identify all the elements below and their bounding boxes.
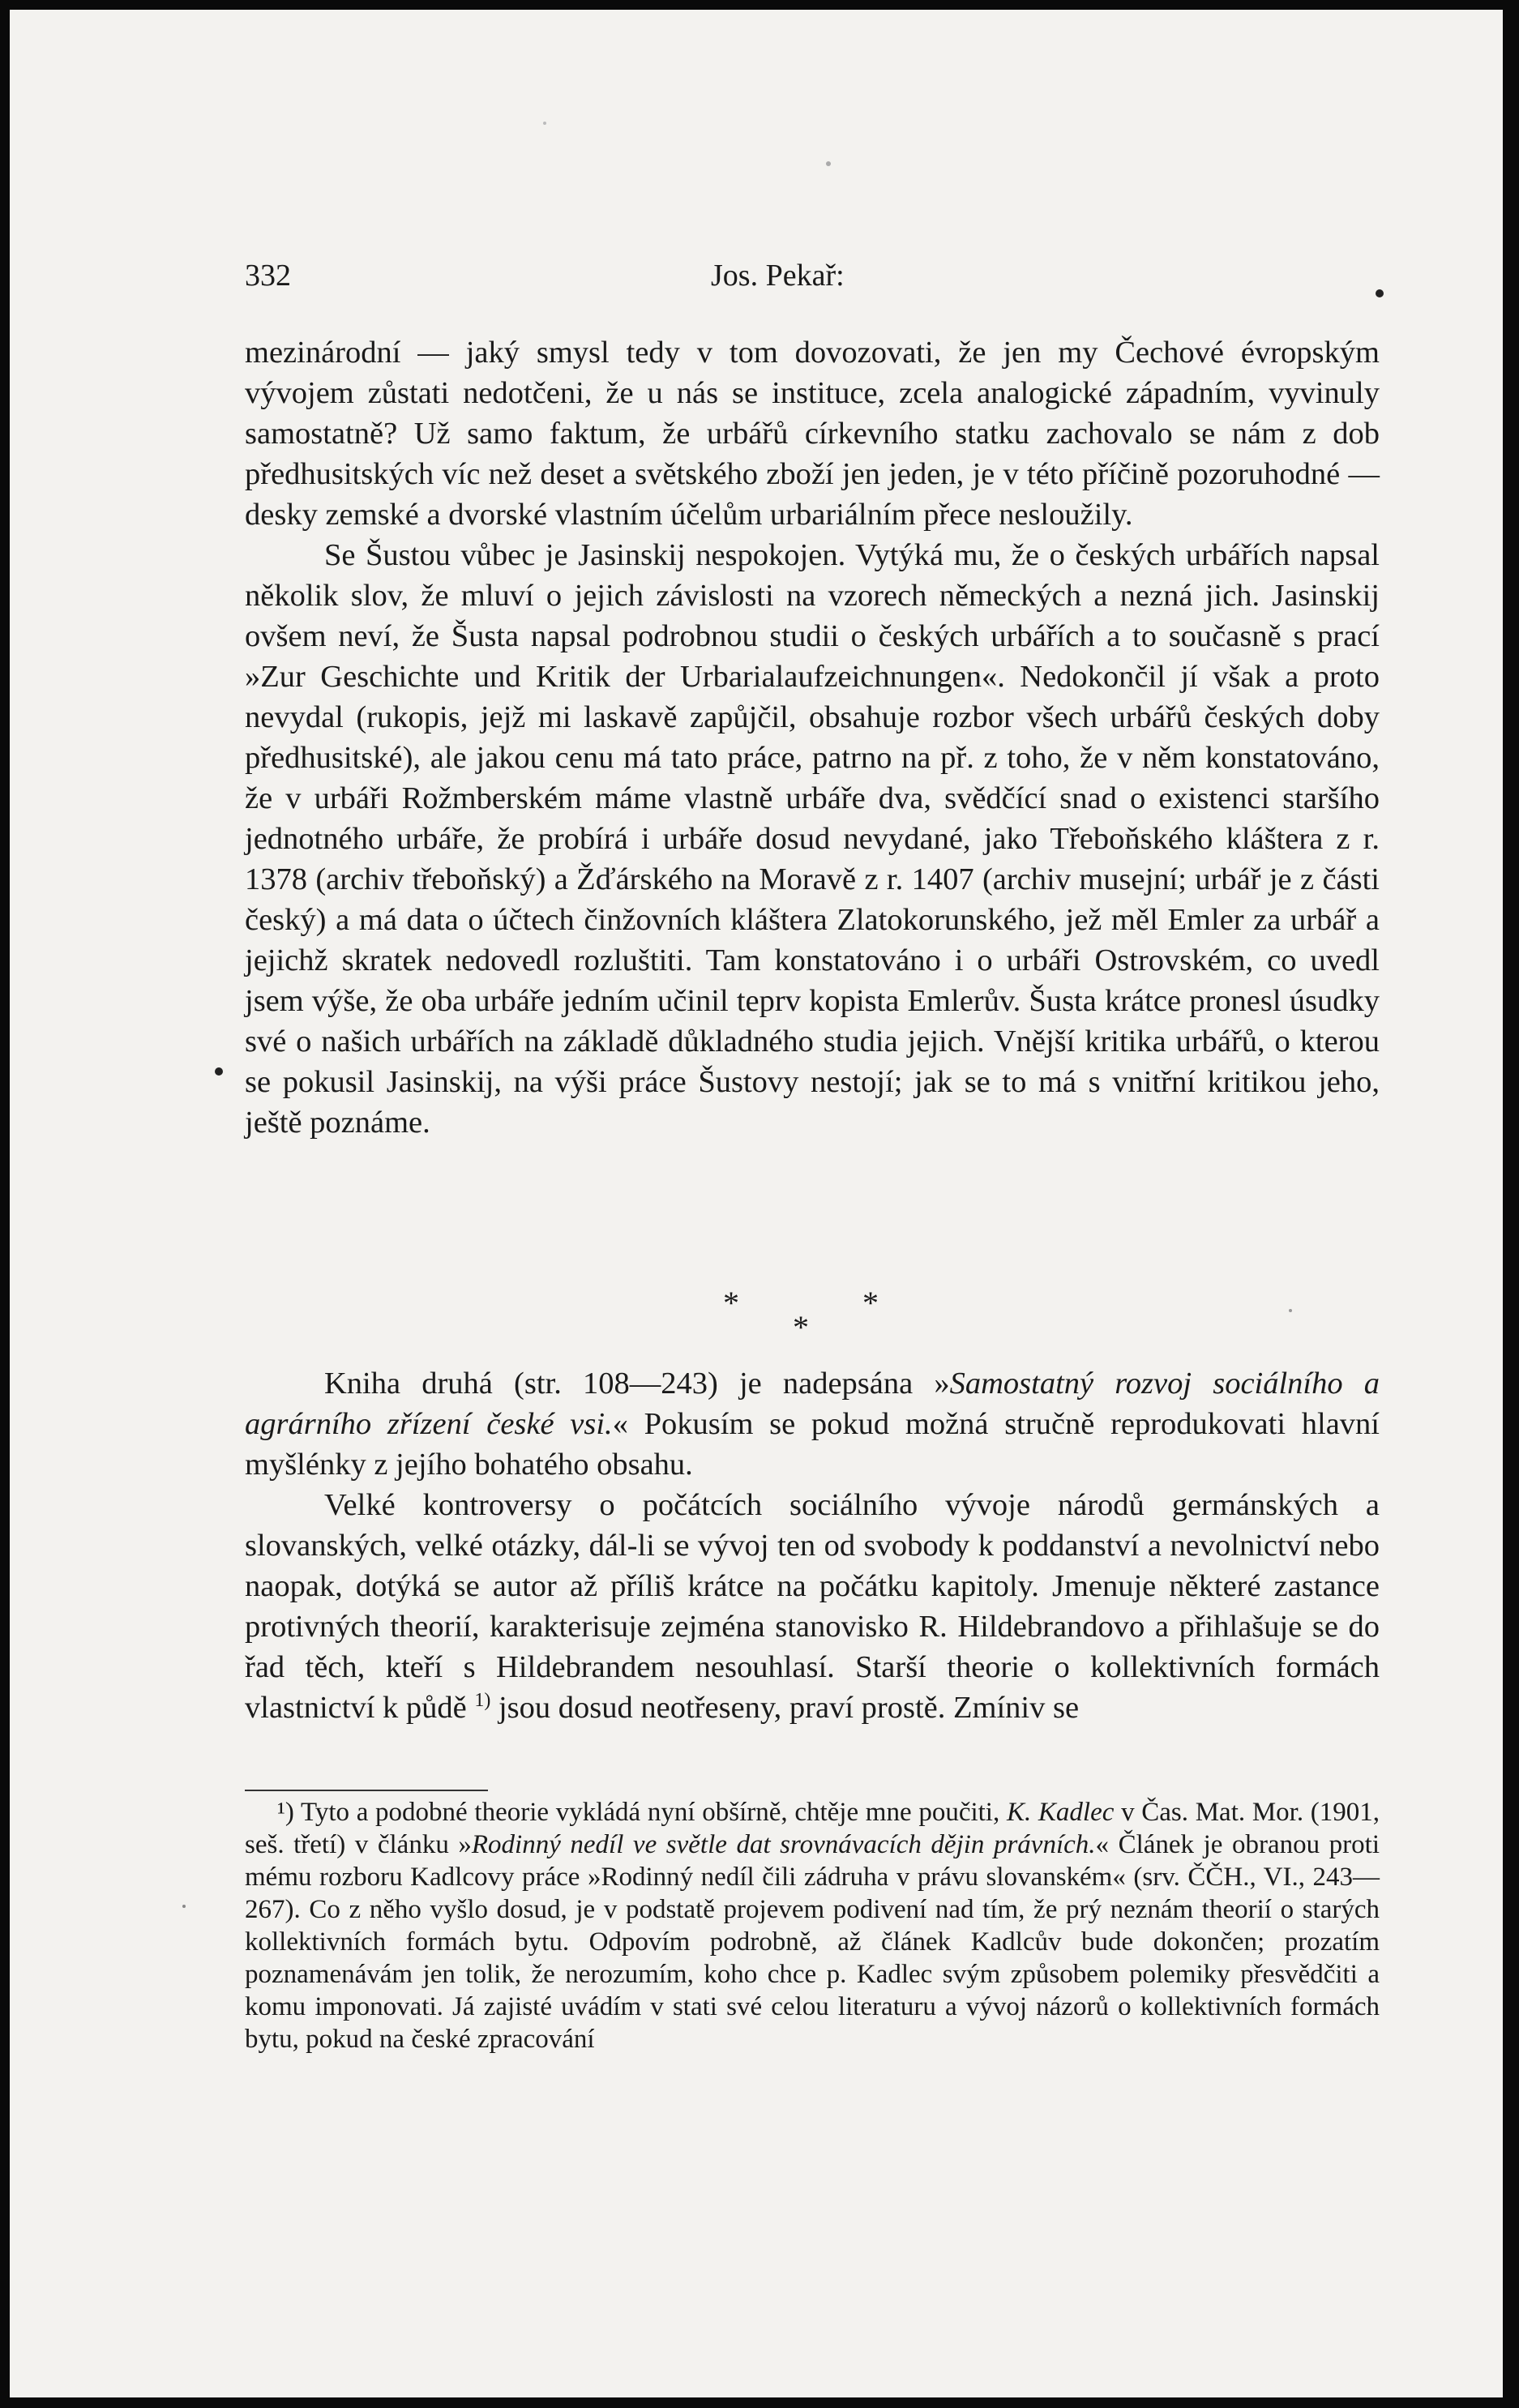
book-section-title: Samostatný rozvoj sociálního a agrárního zřízení české vsi. xyxy=(245,1367,1380,1441)
footnote-text-3: « Článek je obranou proti mému rozboru Kadlcovy práce »Rodinný nedíl čili zádruha v právu slovanském« (srv. ČČH., VI., 243—267). Co z něho vyšlo dosud, je v podstatě projevem podivení nad tím, že prý neznám theorií o starých kollektivních formách bytu. Odpovím podrobně, až článek Kadlcův bude dokončen; prozatím poznamenávám jen tolik, že nerozumím, koho chce p. Kadlec svým způsobem polemiky přesvědčiti a komu imponovati. Já zajisté uvádím v stati své celou literaturu a vývoj názorů o kollektivních formách bytu, pokud na české zpracování xyxy=(245,1830,1380,2054)
main-text-continued xyxy=(245,1363,1380,1728)
section-separator xyxy=(723,1284,885,1349)
main-text xyxy=(245,332,1380,1143)
page-number: 332 xyxy=(245,259,291,293)
footnote-author: K. Kadlec xyxy=(1006,1798,1115,1827)
paragraph-2: Se Šustou vůbec je Jasinskij nespokojen. Vytýká mu, že o českých urbářích napsal několik slov, že mluví o jejich závislosti na vzorech německých a nezná jich. Jasinskij ovšem neví, že Šusta napsal podrobnou studii o českých urbářích a to současně s prací »Zur Geschichte und Kritik der Urbarialaufzeichnungen«. Nedokončil jí však a proto nevydal (rukopis, jejž mi laskavě zapůjčil, obsahuje rozbor všech urbářů českých doby předhusitské), ale jakou cenu má tato práce, patrno na př. z toho, že v něm konstatováno, že v urbáři Rožmberském máme vlastně urbáře dva, svědčící snad o existenci staršího jednotného urbáře, že probírá i urbáře dosud nevydané, jako Třeboňského kláštera z r. 1378 (archiv třeboňský) a Žďárského na Moravě z r. 1407 (archiv musejní; urbář je z části český) a má data o účtech činžovních kláštera Zlatokorunského, jež měl Emler za urbář a jejichž skratek nedovedl rozluštiti. Tam konstatováno i o urbáři Ostrovském, co uvedl jsem výše, že oba urbáře jedním učinil teprv kopista Emlerův. Šusta krátce pronesl úsudky své o našich urbářích na základě důkladného studia jejich. Vnější kritika urbářů, o kterou se pokusil Jasinskij, na výši práce Šustovy nestojí; jak se to má s vnitřní kritikou jeho, ještě poznáme. xyxy=(245,538,1380,1140)
separator-star-right: * xyxy=(862,1285,879,1321)
paragraph-3 xyxy=(245,1363,1380,1485)
footnote-marker: ¹) xyxy=(277,1798,294,1827)
footnote-article-title: Rodinný nedíl ve světle dat srovnávacích dějin právních. xyxy=(471,1830,1096,1859)
footnote-text xyxy=(245,1796,1380,2055)
book-page xyxy=(10,10,1503,2397)
footnote xyxy=(245,1796,1380,2055)
separator-star-left: * xyxy=(723,1285,739,1321)
footnote-text-1: Tyto a podobné theorie vykládá nyní obšírně, chtěje mne poučiti, xyxy=(301,1798,1000,1827)
paragraph-4-end: jsou dosud neotřeseny, praví prostě. Zmíniv se xyxy=(498,1691,1080,1725)
separator-star-bottom: * xyxy=(793,1309,809,1345)
paragraph-1: mezinárodní — jaký smysl tedy v tom dovozovati, že jen my Čechové évropským vývojem zůstati nedotčeni, že u nás se instituce, zcela analogické západním, vyvinuly samostatně? Už samo faktum, že urbářů církevního statku zachovalo se nám z dob předhusitských víc než deset a světského zboží jen jeden, je v této příčině pozoruhodné — desky zemské a dvorské vlastním účelům urbariálním přece nesloužily. xyxy=(245,336,1380,532)
paragraph-3-start: Kniha druhá (str. 108—243) je nadepsána » xyxy=(324,1367,950,1401)
paragraph-4 xyxy=(245,1485,1380,1728)
footnote-text-2: v Čas. Mat. Mor. (1901, seš. třetí) v článku » xyxy=(245,1798,1380,1859)
footnote-reference: 1) xyxy=(474,1690,491,1712)
running-head-author: Jos. Pekař: xyxy=(711,259,845,293)
paragraph-4-text: Velké kontroversy o počátcích sociálního vývoje národů germánských a slovanských, velké otázky, dál-li se vývoj ten od svobody k poddanství a nevolnictví nebo naopak, dotýká se autor až příliš krátce na počátku kapitoly. Jmenuje některé zastance protivných theorií, karakterisuje zejména stanovisko R. Hildebrandovo a přihlašuje se do řad těch, kteří s Hildebrandem nesouhlasí. Starší theorie o kollektivních formách vlastnictví k půdě xyxy=(245,1488,1380,1725)
footnote-rule xyxy=(245,1790,488,1791)
paragraph-3-end: « Pokusím se pokud možná stručně reprodukovati hlavní myšlénky z jejího bohatého obsahu. xyxy=(245,1407,1380,1482)
